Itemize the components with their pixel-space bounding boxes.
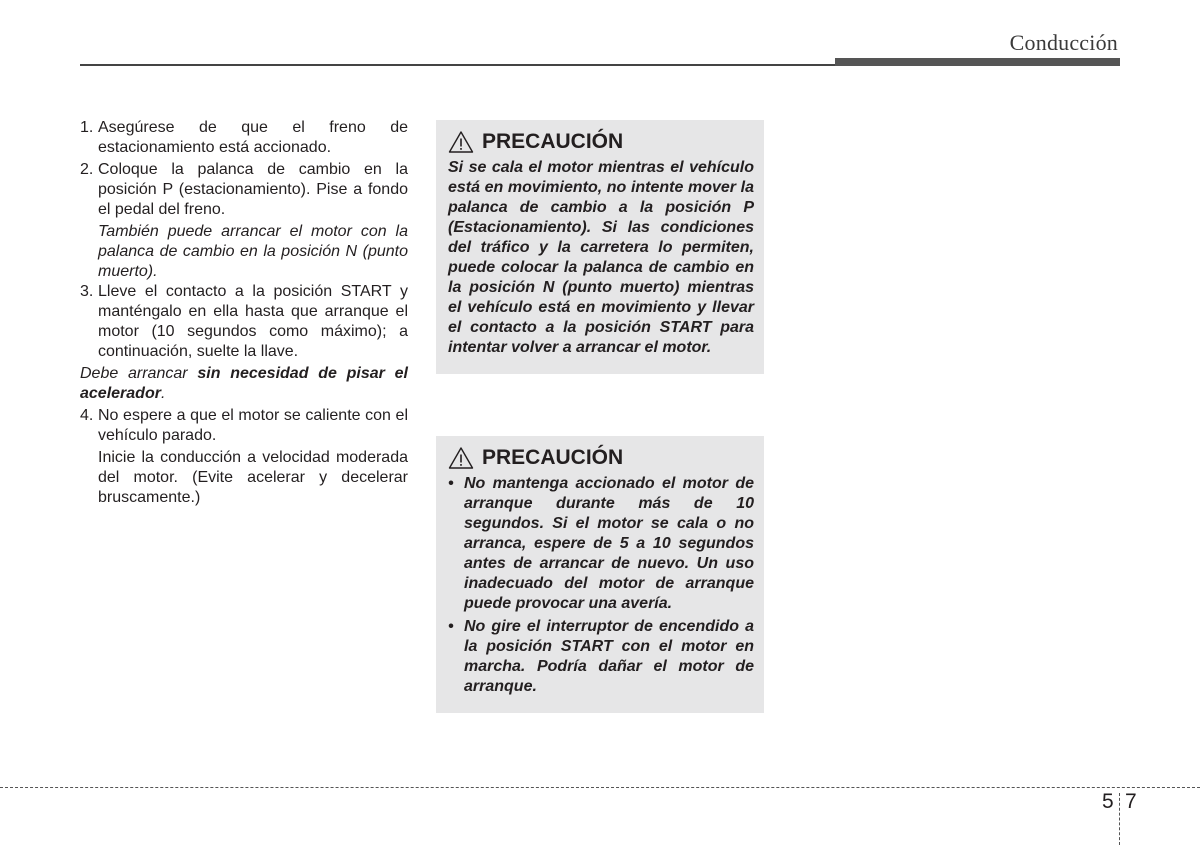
bullet-text: No mantenga accionado el motor de arranque durante más de 10 segundos. Si el motor se cala o no arranca, espere de 5 a 10 segundos antes de arrancar de nuevo. Un uso inadecuado del motor de arranque puede provocar una avería. — [464, 475, 754, 612]
bullet-text: No gire el interruptor de encendido a la posición START con el motor en marcha. Podría dañar el motor de arranque. — [464, 618, 754, 695]
header-rule-accent — [835, 58, 1120, 66]
note-emphasis: sin necesidad de pisar el acelerador — [80, 365, 408, 402]
caution-title: PRECAUCIÓN — [482, 446, 624, 469]
page-number-divider — [1119, 793, 1120, 845]
page-header-title: Conducción — [1009, 30, 1118, 55]
step-2-note: También puede arrancar el motor con la palanca de cambio en la posición N (punto muerto). — [98, 223, 408, 280]
step-3 — [80, 282, 408, 362]
step-number: 3. — [80, 283, 94, 300]
step-text: Lleve el contacto a la posición START y manténgalo en ella hasta que arranque el motor (10 segundos como máximo); a continuación, suelte la llave. — [98, 283, 408, 360]
caution-title: PRECAUCIÓN — [482, 130, 624, 153]
caution-bullet — [448, 617, 754, 697]
warning-triangle-icon — [448, 446, 474, 470]
step-number: 2. — [80, 161, 94, 178]
caution-body: Si se cala el motor mientras el vehículo está en movimiento, no intente mover la palanca de cambio a la posición P (Estacionamiento). Si las condiciones del tráfico y la carretera lo permiten, puede colocar la palanca de cambio en la posición N (punto muerto) mientras el vehículo está en movimiento y llevar el contacto a la posición START para intentar volver a arrancar el motor. — [448, 159, 754, 356]
page-number: 7 — [1125, 790, 1137, 813]
step-1 — [80, 118, 408, 158]
header-rule — [80, 64, 840, 66]
step-text: Asegúrese de que el freno de estacionamiento está accionado. — [98, 119, 408, 156]
caution-header — [448, 446, 754, 470]
bullet-marker: • — [448, 475, 454, 492]
caution-body — [448, 474, 754, 697]
bullet-marker: • — [448, 618, 454, 635]
step-number: 4. — [80, 407, 94, 424]
caution-bullet — [448, 474, 754, 614]
warning-triangle-icon — [448, 130, 474, 154]
caution-box-starter — [436, 436, 764, 713]
footer-rule — [0, 787, 1200, 788]
note-suffix: . — [160, 385, 166, 402]
section-number: 5 — [1102, 790, 1114, 813]
instructions-column — [80, 118, 408, 508]
caution-box-stall — [436, 120, 764, 374]
step-4-extra: Inicie la conducción a velocidad moderada del motor. (Evite acelerar y decelerar bruscamente.) — [98, 449, 408, 506]
note-prefix: Debe arrancar — [80, 365, 198, 382]
step-2 — [80, 160, 408, 220]
step-text: Coloque la palanca de cambio en la posición P (estacionamiento). Pise a fondo el pedal del freno. — [98, 161, 408, 218]
accelerator-note — [80, 364, 408, 404]
step-text: No espere a que el motor se caliente con el vehículo parado. — [98, 407, 408, 444]
step-4 — [80, 406, 408, 446]
step-number: 1. — [80, 119, 94, 136]
caution-header — [448, 130, 754, 154]
